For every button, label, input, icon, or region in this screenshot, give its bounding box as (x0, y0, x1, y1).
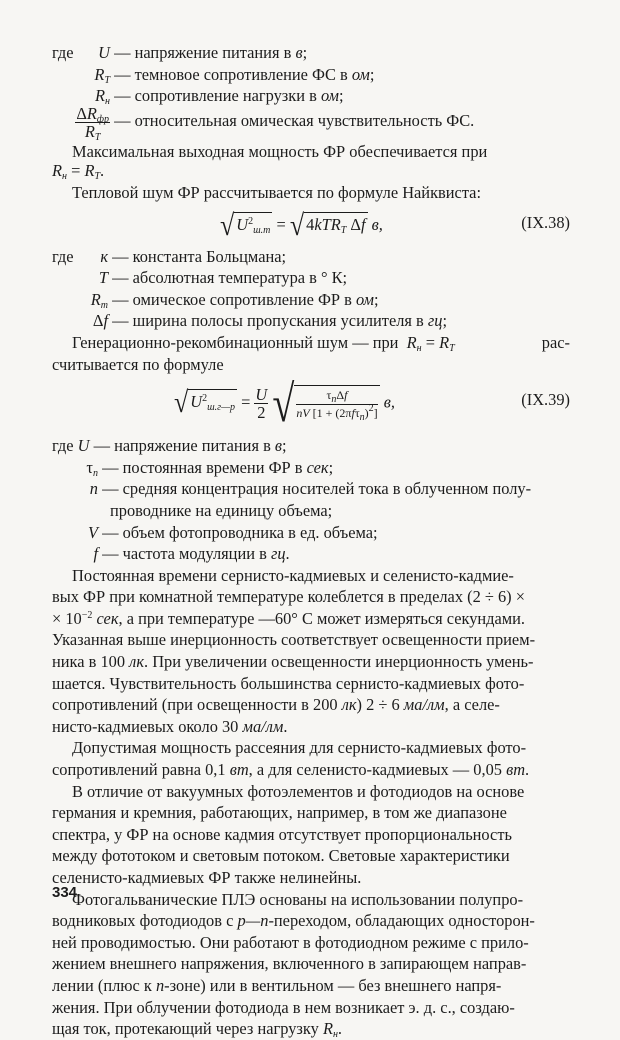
def-tau: $\tau_п$ — постоянная времени ФР в сек; (86, 457, 334, 479)
def-Rt2: $R_т$ — омическое сопротивление ФР в ом; (90, 289, 379, 311)
def-dR: $\frac{\Delta R_{фр}}{R_T}$ — относительная омическая чувствительность ФС. (76, 103, 475, 143)
equation-ix-39: √ $U^2_{ш.г—р}$ = $\frac{U}{2}$ √ $\frac{\tau_п\Delta f}{nV [1 + (2\pi f\tau_п)^2]}$ в, (IX.39) (174, 374, 570, 434)
def-n: n — средняя концентрация носителей тока в облученном полу- (89, 479, 532, 499)
paragraph-vacuum: В отличие от вакуумных фотоэлементов и фотодиодов на основе германия и кремния, работающих, например, в том же диапазоне спектра, у ФР на основе кадмия отсутствует пропорциональность между фототоком и световым потоком. Световые характеристики селенисто-кадмиевых ФР также нелинейны. (52, 781, 525, 887)
def-k: где к — константа Больцмана; (52, 246, 287, 266)
def-Rn: $R_н$ — сопротивление нагрузки в ом; (95, 86, 344, 108)
def-Rt: $R_T$ — темновое сопротивление ФС в ом; (94, 64, 375, 86)
paragraph-max-power: Максимальная выходная мощность ФР обеспечивается при (72, 141, 488, 161)
def-df: Δf — ширина полосы пропускания усилителя в гц; (92, 311, 448, 331)
def-f: f — частота модуляции в гц. (93, 544, 290, 564)
page-number: 334 (52, 884, 78, 901)
def-V: V — объем фотопроводника в ед. объема; (87, 522, 378, 542)
paragraph-gen-recomb: Генерационно-рекомбинационный шум — при $R_н = R_T$ рас- (72, 332, 570, 354)
def-T: T — абсолютная температура в ° К; (98, 268, 348, 288)
paragraph-photogalvanic: Фотогальванические ПЛЭ основаны на использовании полупро- водниковых фотодиодов с p—n-переходом, обладающих односторон- ней проводимостью. Они работают в фотодиодном режиме с прило- жением внешнего напряжения, включенного в запирающем направ- лении (плюс к n-зоне) или в вентильном — без внешнего напря- жения. При облучении фотодиода в нем возникает э. д. с., создаю- щая ток, протекающий через нагрузку $R_н$. (52, 889, 535, 1040)
def-U2: где U — напряжение питания в в; (52, 436, 287, 456)
paragraph-thermal-noise: Тепловой шум ФР рассчитывается по формуле Найквиста: (72, 182, 482, 202)
where-word: где (52, 43, 74, 62)
def-U: где U — напряжение питания в в; (52, 43, 308, 62)
paragraph-time-constant: Постоянная времени сернисто-кадмиевых и селенисто-кадмие- вых ФР при комнатной температуре колеблется в пределах (2 ÷ 6) × × $10^{-2}$ сек, а при температуре —60° С может измеряться секундами. Указанная выше инерционность соответствует освещенности прием- ника в 100 лк. При увеличении освещенности инерционность умень- шается. Чувствительность большинства сернисто-кадмиевых фото- сопротивлений (при освещенности в 200 лк) 2 ÷ 6 ма/лм, а селе- нисто-кадмиевых около 30 ма/лм. (52, 565, 536, 736)
equation-number: (IX.39) (521, 390, 570, 410)
equation-number: (IX.38) (521, 212, 570, 232)
page-body: где U — напряжение питания в в; $R_T$ — темновое сопротивление ФС в ом; $R_н$ — сопротивление нагрузки в ом; $\frac{\Delta R_{фр}}{R_T}$ — относительная омическая чувствительность ФС. Максимальная выходная мощность ФР обеспечивается при $R_н = R_T$. Тепловой шум ФР рассчитывается по формуле Найквиста: √ $U^2_{ш.т}$ = √ 4kTR$_T$ Δf в, (IX.38) где к — константа Больцмана; T — абсолютная температура в ° К; $R_т$ — омическое сопротивление ФР в ом; Δf — ширина полосы пропускания усилителя в гц; Генерационно-рекомбинационный шум — при $R_н = R_T$ рас- считывается по формуле √ $U^2_{ш.г—р}$ = $\frac{U}{2}$ √ $\frac{\tau_п\Delta f}{nV [1 + (2\pi f\tau_п)^2]}$ в, (IX.39) где U — напряжение питания в в; $\tau_п$ — постоянная времени ФР в сек; n — средняя концентрация носителей тока в облученном полу- проводнике на единицу объема; V — объем фотопроводника в ед. объема; f — частота модуляции в гц. Постоянная времени сернисто-кадмиевых и селенисто-кадмие- вых ФР при комнатной температуре колеблется в пределах (2 ÷ 6) × × $10^{-2}$ сек, а при температуре —60° С может измеряться секундами. Указанная выше инерционность соответствует освещенности прием- ника в 100 лк. При увеличении освещенности инерционность умень- шается. Чувствительность большинства сернисто-кадмиевых фото- сопротивлений (при освещенности в 200 лк) 2 ÷ 6 ма/лм, а селе- нисто-кадмиевых около 30 ма/лм. Допустимая мощность рассеяния для сернисто-кадмиевых фото- сопротивлений равна 0,1 вт, а для селенисто-кадмиевых — 0,05 вт. В отличие от вакуумных фотоэлементов и фотодиодов на основе германия и кремния, работающих, например, в том же диапазоне спектра, у ФР на основе кадмия отсутствует пропорциональность между фототоком и световым потоком. Световые характеристики селенисто-кадмиевых ФР также нелинейны. Фотогальванические ПЛЭ основаны на использовании полупро- водниковых фотодиодов с p—n-переходом, обладающих односторон- ней проводимостью. Они работают в фотодиодном режиме с прило- жением внешнего напряжения, включенного в запирающем направ- лении (плюс к n-зоне) или в вентильном — без внешнего напря- жения. При облучении фотодиода в нем возникает э. д. с., создаю- щая ток, протекающий через нагрузку $R_н$. (52, 43, 570, 1040)
equation-ix-38: √ $U^2_{ш.т}$ = √ 4kTR$_T$ Δf в, (IX.38) (220, 208, 570, 242)
dR-fraction: $\frac{\Delta R_{фр}}{R_T}$ (76, 103, 109, 143)
paragraph-power: Допустимая мощность рассеяния для сернисто-кадмиевых фото- сопротивлений равна 0,1 вт, а для селенисто-кадмиевых — 0,05 вт. (52, 738, 530, 780)
